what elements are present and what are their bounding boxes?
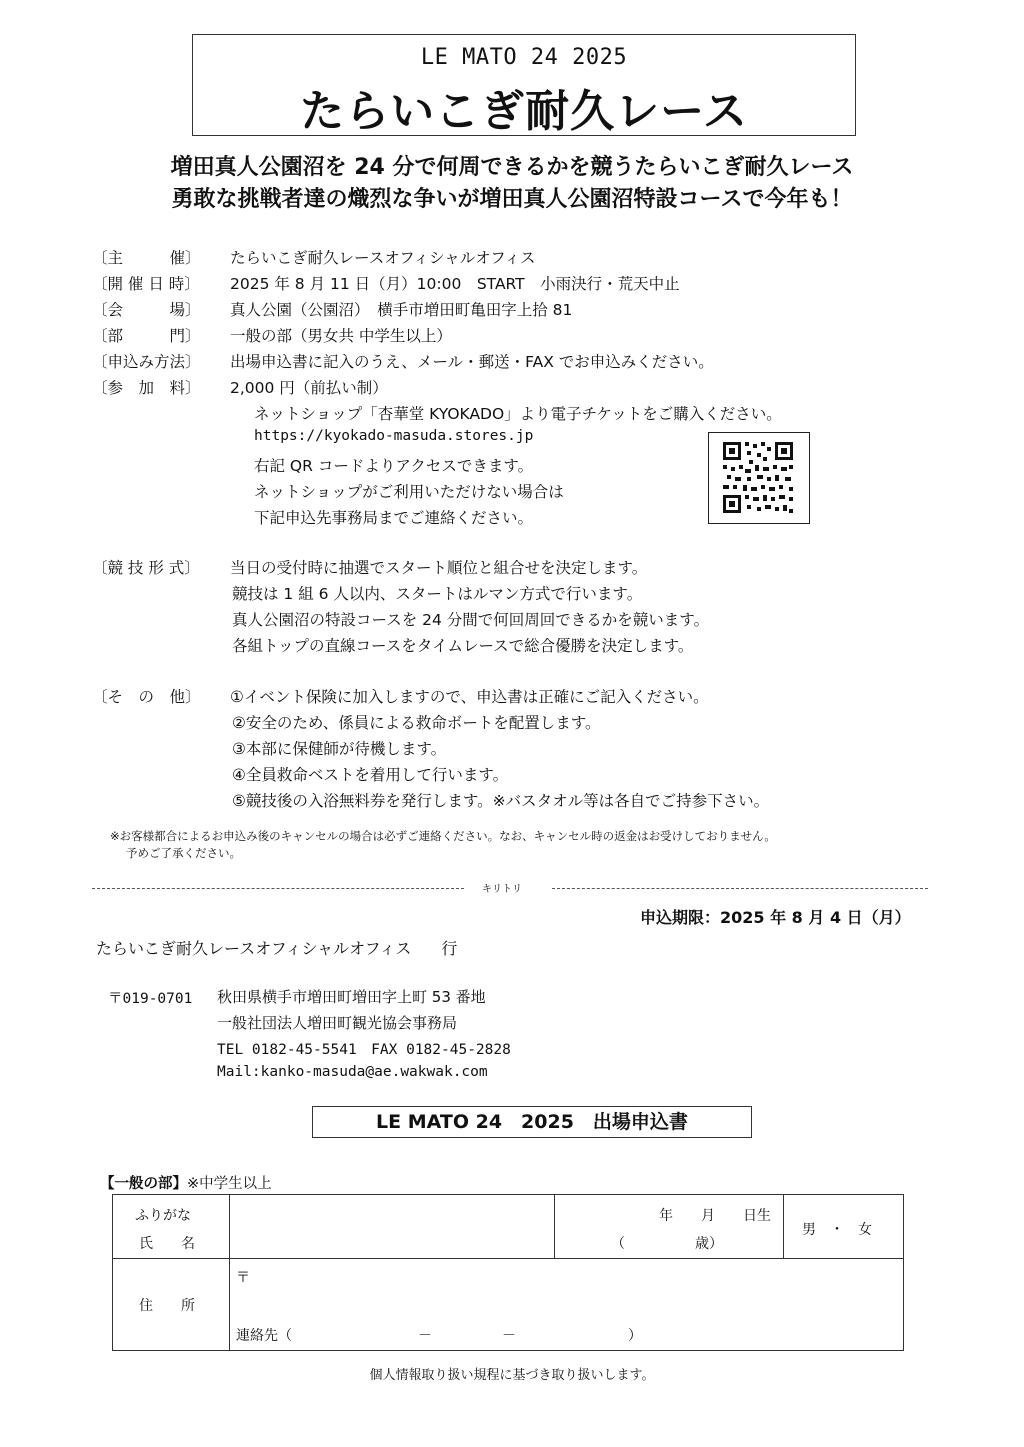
- organizer-label: 〔主 催〕: [92, 249, 201, 267]
- other-label: 〔そ の 他〕: [92, 688, 201, 706]
- format-line: 真人公園沼の特設コースを 24 分間で何回周回できるかを競います。: [232, 611, 710, 629]
- furigana-label: ふりがな: [135, 1208, 191, 1224]
- phone-input[interactable]: 連絡先（ － － ）: [236, 1328, 642, 1344]
- venue-row: [92, 298, 572, 320]
- division-label: 〔部 門〕: [92, 327, 201, 345]
- apply-value: 出場申込書に記入のうえ、メール・郵送・FAX でお申込みください。: [230, 353, 714, 371]
- venue-value: 真人公園（公園沼） 横手市増田町亀田字上拾 81: [230, 301, 573, 319]
- name-label: 氏 名: [139, 1236, 195, 1252]
- format-line: 競技は 1 組 6 人以内、スタートはルマン方式で行います。: [232, 585, 643, 603]
- other-line: ①イベント保険に加入しますので、申込書は正確にご記入ください。: [230, 688, 709, 706]
- other-line: ⑤競技後の入浴無料券を発行します。※バスタオル等は各自でご持参下さい。: [232, 792, 770, 810]
- lead-line-1: 増田真人公園沼を 24 分で何周できるかを競うたらいこぎ耐久レース: [170, 155, 854, 180]
- event-code: LE MATO 24 2025: [420, 45, 628, 70]
- cancel-note: ※お客様都合によるお申込み後のキャンセルの場合は必ずご連絡ください。なお、キャンセル時の返金はお受けしておりません。: [110, 829, 776, 843]
- form-section: [100, 1172, 272, 1193]
- contact-tel-fax: TEL 0182-45-5541 FAX 0182-45-2828: [217, 1042, 511, 1058]
- date-row: [92, 272, 680, 294]
- cut-line-right: [552, 888, 928, 889]
- division-row: [92, 324, 452, 346]
- cut-line-left: [92, 888, 464, 889]
- format-line: 当日の受付時に抽選でスタート順位と組合せを決定します。: [230, 559, 648, 577]
- format-label: 〔競 技 形 式〕: [92, 559, 200, 577]
- fee-note-alt-2: 下記申込先事務局までご連絡ください。: [254, 509, 534, 527]
- fee-label: 〔参 加 料〕: [92, 379, 201, 397]
- cut-label: キリトリ: [482, 884, 522, 895]
- division-value: 一般の部（男女共 中学生以上）: [230, 327, 452, 345]
- format-row: [92, 556, 647, 578]
- other-line: ③本部に保健師が待機します。: [232, 740, 447, 758]
- organizer-value: たらいこぎ耐久レースオフィシャルオフィス: [230, 249, 536, 267]
- title-box: [192, 34, 856, 136]
- contact-org: 一般社団法人増田町観光協会事務局: [217, 1014, 458, 1032]
- format-line: 各組トップの直線コースをタイムレースで総合優勝を決定します。: [232, 637, 694, 655]
- venue-label: 〔会 場〕: [92, 301, 201, 319]
- fee-note-shop: ネットショップ「杏華堂 KYOKADO」より電子チケットをご購入ください。: [254, 405, 782, 423]
- deadline: 申込期限：2025 年 8 月 4 日（月）: [640, 908, 911, 927]
- gender-select[interactable]: [784, 1195, 904, 1259]
- cancel-note-2: 予めご了承ください。: [126, 846, 241, 860]
- other-row: [92, 685, 709, 707]
- form-section-label: 【一般の部】: [100, 1176, 187, 1192]
- contact-mail-link[interactable]: Mail:kanko-masuda@ae.wakwak.com: [217, 1064, 488, 1080]
- gender-options: 男 ・ 女: [802, 1222, 872, 1238]
- age-label: （ 歳）: [611, 1236, 723, 1252]
- entry-form-table: [112, 1194, 904, 1351]
- name-input[interactable]: [230, 1195, 555, 1259]
- contact-address: 秋田県横手市増田町増田字上町 53 番地: [217, 988, 486, 1006]
- postal-mark: 〒: [236, 1270, 250, 1286]
- postal-code: 〒019-0701: [108, 991, 193, 1007]
- organizer-row: [92, 246, 536, 268]
- other-line: ②安全のため、係員による救命ボートを配置します。: [232, 714, 601, 732]
- page-title: たらいこぎ耐久レース: [300, 86, 748, 137]
- address-label: 住 所: [139, 1298, 195, 1314]
- address-input[interactable]: [230, 1259, 904, 1351]
- lead-line-2: 勇敢な挑戦者達の熾烈な争いが増田真人公園沼特設コースで今年も！: [171, 187, 853, 212]
- shop-url-link[interactable]: https://kyokado-masuda.stores.jp: [254, 428, 534, 444]
- fee-value: 2,000 円（前払い制）: [230, 379, 388, 397]
- fee-note-qr: 右記 QR コードよりアクセスできます。: [254, 457, 534, 475]
- name-label-cell: [113, 1195, 230, 1259]
- fee-row: [92, 376, 388, 398]
- fee-note-alt-1: ネットショップがご利用いただけない場合は: [254, 483, 564, 501]
- apply-label: 〔申込み方法〕: [92, 353, 201, 371]
- form-section-note: ※中学生以上: [187, 1176, 272, 1192]
- form-title: LE MATO 24 2025 出場申込書: [312, 1106, 752, 1138]
- addressee-suffix: 行: [441, 939, 458, 958]
- apply-row: [92, 350, 714, 372]
- addressee-name: たらいこぎ耐久レースオフィシャルオフィス: [96, 939, 412, 958]
- birthdate-label: 年 月 日生: [659, 1208, 771, 1224]
- address-label-cell: [113, 1259, 230, 1351]
- privacy-note: 個人情報取り扱い規程に基づき取り扱いします。: [369, 1368, 655, 1383]
- addressee: [96, 936, 457, 959]
- qr-code-graphic: [709, 433, 808, 522]
- qr-code-icon[interactable]: [708, 432, 810, 524]
- date-value: 2025 年 8 月 11 日（月）10:00 START 小雨決行・荒天中止: [230, 275, 680, 293]
- date-label: 〔開 催 日 時〕: [92, 275, 200, 293]
- other-line: ④全員救命ベストを着用して行います。: [232, 766, 509, 784]
- birthdate-input[interactable]: [555, 1195, 784, 1259]
